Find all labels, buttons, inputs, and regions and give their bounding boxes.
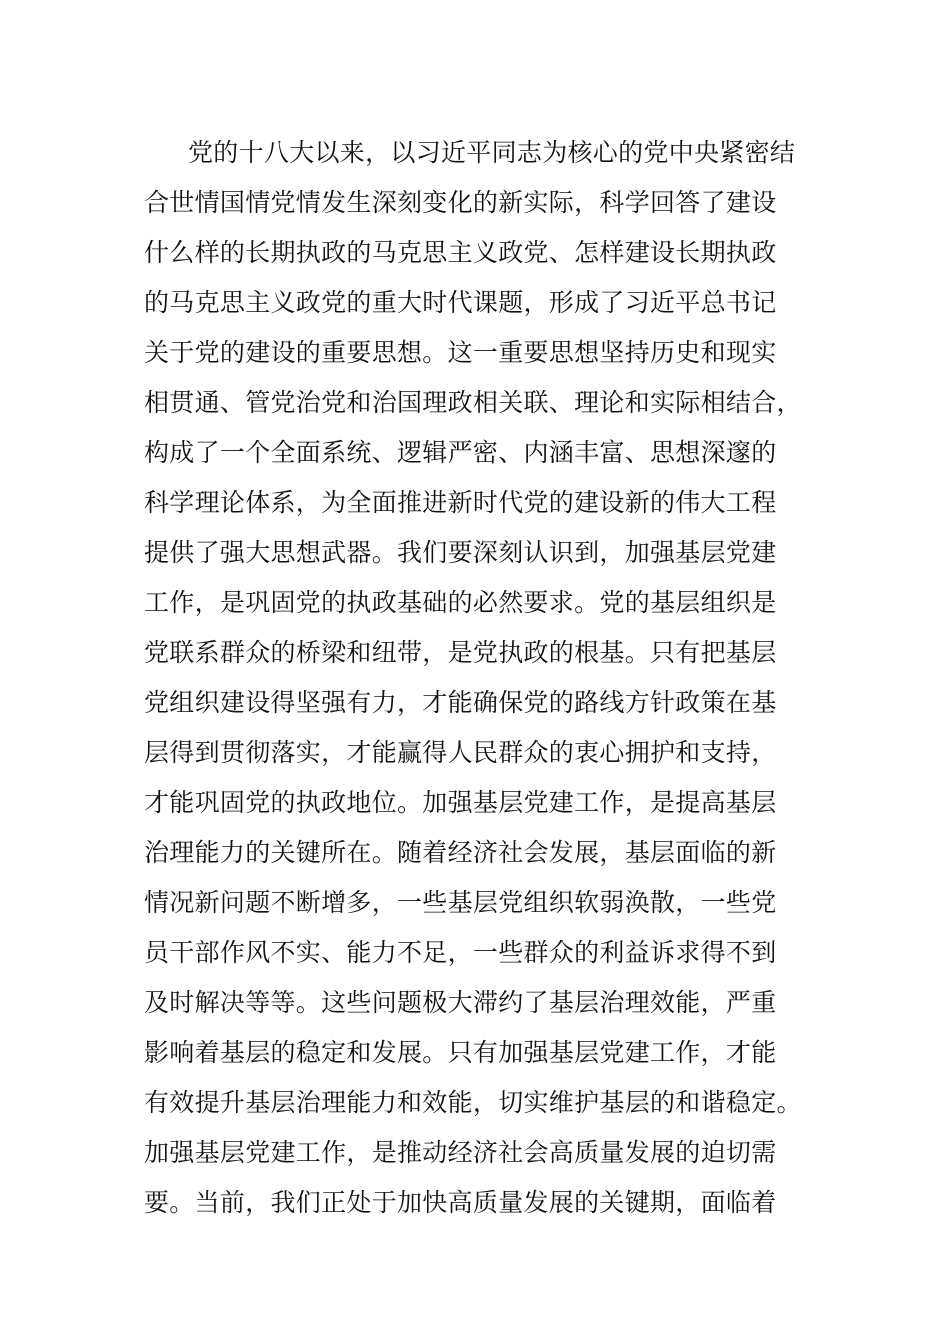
- text-line: 提供了强大思想武器。我们要深刻认识到，加强基层党建: [144, 538, 777, 567]
- body-paragraph: [144, 128, 824, 1228]
- text-line: 情况新问题不断增多，一些基层党组织软弱涣散，一些党: [144, 888, 777, 917]
- text-line: 党联系群众的桥梁和纽带，是党执政的根基。只有把基层: [144, 638, 777, 667]
- text-line: 才能巩固党的执政地位。加强基层党建工作，是提高基层: [144, 788, 777, 817]
- text-line: 加强基层党建工作，是推动经济社会高质量发展的迫切需: [144, 1138, 777, 1167]
- text-line: 及时解决等等。这些问题极大滞约了基层治理效能，严重: [144, 988, 777, 1017]
- text-line: 层得到贯彻落实，才能赢得人民群众的衷心拥护和支持，: [144, 738, 777, 767]
- text-line: 关于党的建设的重要思想。这一重要思想坚持历史和现实: [144, 338, 777, 367]
- text-line: 治理能力的关键所在。随着经济社会发展，基层面临的新: [144, 838, 777, 867]
- text-line: 构成了一个全面系统、逻辑严密、内涵丰富、思想深邃的: [144, 438, 777, 467]
- text-line: 的马克思主义政党的重大时代课题，形成了习近平总书记: [144, 288, 777, 317]
- text-line: 党的十八大以来，以习近平同志为核心的党中央紧密结: [188, 138, 796, 167]
- text-line: 要。当前，我们正处于加快高质量发展的关键期，面临着: [144, 1188, 777, 1217]
- text-line: 相贯通、管党治党和治国理政相关联、理论和实际相结合，: [144, 388, 802, 417]
- text-line: 工作，是巩固党的执政基础的必然要求。党的基层组织是: [144, 588, 777, 617]
- text-line: 科学理论体系，为全面推进新时代党的建设新的伟大工程: [144, 488, 777, 517]
- text-line: 党组织建设得坚强有力，才能确保党的路线方针政策在基: [144, 688, 777, 717]
- text-line: 影响着基层的稳定和发展。只有加强基层党建工作，才能: [144, 1038, 777, 1067]
- text-line: 员干部作风不实、能力不足，一些群众的利益诉求得不到: [144, 938, 777, 967]
- text-line: 有效提升基层治理能力和效能，切实维护基层的和谐稳定。: [144, 1088, 802, 1117]
- text-line: 什么样的长期执政的马克思主义政党、怎样建设长期执政: [144, 238, 777, 267]
- text-line: 合世情国情党情发生深刻变化的新实际，科学回答了建设: [144, 188, 777, 217]
